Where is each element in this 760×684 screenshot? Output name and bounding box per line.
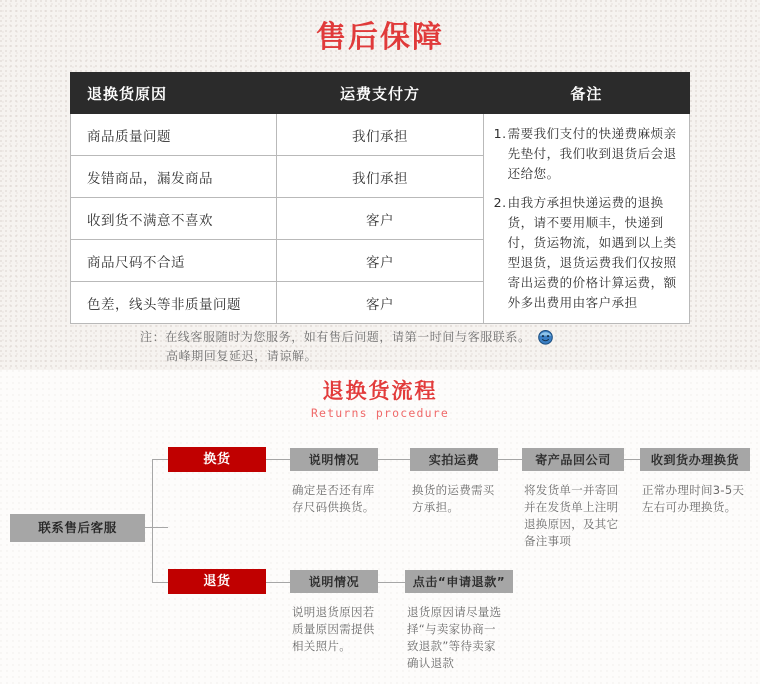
procedure-heading-en: Returns procedure [310,406,450,420]
flow-step-desc-exchange-2: 换货的运费需买方承担。 [412,483,495,514]
column-header-remark: 备注 [483,73,689,114]
remark-text-1: 需要我们支付的快递费麻烦亲先垫付，我们收到退货后会退还给您。 [507,126,677,181]
remark-item-2 [494,193,679,313]
flow-step-exchange-3[interactable]: 寄产品回公司 [522,448,624,471]
table-row [71,114,690,156]
column-header-reason: 退换货原因 [71,73,277,114]
cell-payer: 客户 [277,198,483,240]
procedure-heading [0,378,760,422]
cell-payer: 我们承担 [277,114,483,156]
connector-return-step1-step2 [378,582,405,583]
smiley-icon [537,328,554,345]
connector-return-step1 [266,582,290,583]
cell-reason: 发错商品，漏发商品 [71,156,277,198]
procedure-heading-cn: 退换货流程 [322,379,438,403]
flow-step-exchange-1[interactable]: 说明情况 [290,448,378,471]
connector-step1-step2 [378,459,410,460]
flow-step-return-2[interactable]: 点击“申请退款” [405,570,513,593]
flow-step-desc-exchange-1: 确定是否还有库存尺码供换货。 [292,483,375,514]
flow-step-desc-return-2: 退货原因请尽量选择“与卖家协商一致退款”等待卖家确认退款 [407,605,502,670]
connector-bracket-to-exchange [152,459,168,460]
cell-remark [483,114,689,324]
connector-start-to-bracket [145,527,168,528]
flow-step-return-1[interactable]: 说明情况 [290,570,378,593]
note-line-1: 注：在线客服随时为您服务，如有售后问题，请第一时间与客服联系。 [140,330,531,344]
cell-reason: 商品尺码不合适 [71,240,277,282]
cell-payer: 我们承担 [277,156,483,198]
cell-reason: 色差，线头等非质量问题 [71,282,277,324]
page-title: 售后保障 [316,20,444,55]
flow-step-desc-exchange-4: 正常办理时间3-5天左右可办理换货。 [642,483,745,514]
remark-text-2: 由我方承担快递运费的退换货，请不要用顺丰，快递到付，货运物流，如遇到以上类型退货，退货运费我们仅按照寄出运费的价格计算运费，额外多出费用由客户承担 [507,195,677,310]
customer-service-note [140,328,660,366]
flow-node-contact-service[interactable]: 联系售后客服 [10,514,145,542]
cell-payer: 客户 [277,240,483,282]
returns-flowchart [0,430,760,684]
remark-number-1: 1. [493,126,507,141]
connector-bracket-to-return [152,582,168,583]
connector-step2-step3 [498,459,522,460]
connector-exchange-step1 [266,459,290,460]
cell-reason: 商品质量问题 [71,114,277,156]
flow-step-desc-return-1: 说明退货原因若质量原因需提供相关照片。 [292,605,375,653]
flow-step-desc-exchange-3: 将发货单一并寄回并在发货单上注明退换原因，及其它备注事项 [524,483,619,548]
remark-number-2: 2. [493,195,507,210]
remark-item-1 [494,124,679,184]
connector-step3-step4 [624,459,640,460]
note-line-2: 高峰期回复延迟，请谅解。 [166,349,318,363]
after-sales-policy-table [70,72,690,324]
flow-node-return[interactable]: 退货 [168,569,266,594]
cell-reason: 收到货不满意不喜欢 [71,198,277,240]
cell-payer: 客户 [277,282,483,324]
table-header-row [71,73,690,114]
flow-node-exchange[interactable]: 换货 [168,447,266,472]
flow-step-exchange-2[interactable]: 实拍运费 [410,448,498,471]
flow-step-exchange-4[interactable]: 收到货办理换货 [640,448,750,471]
column-header-payer: 运费支付方 [277,73,483,114]
connector-bracket-vertical [152,459,153,582]
